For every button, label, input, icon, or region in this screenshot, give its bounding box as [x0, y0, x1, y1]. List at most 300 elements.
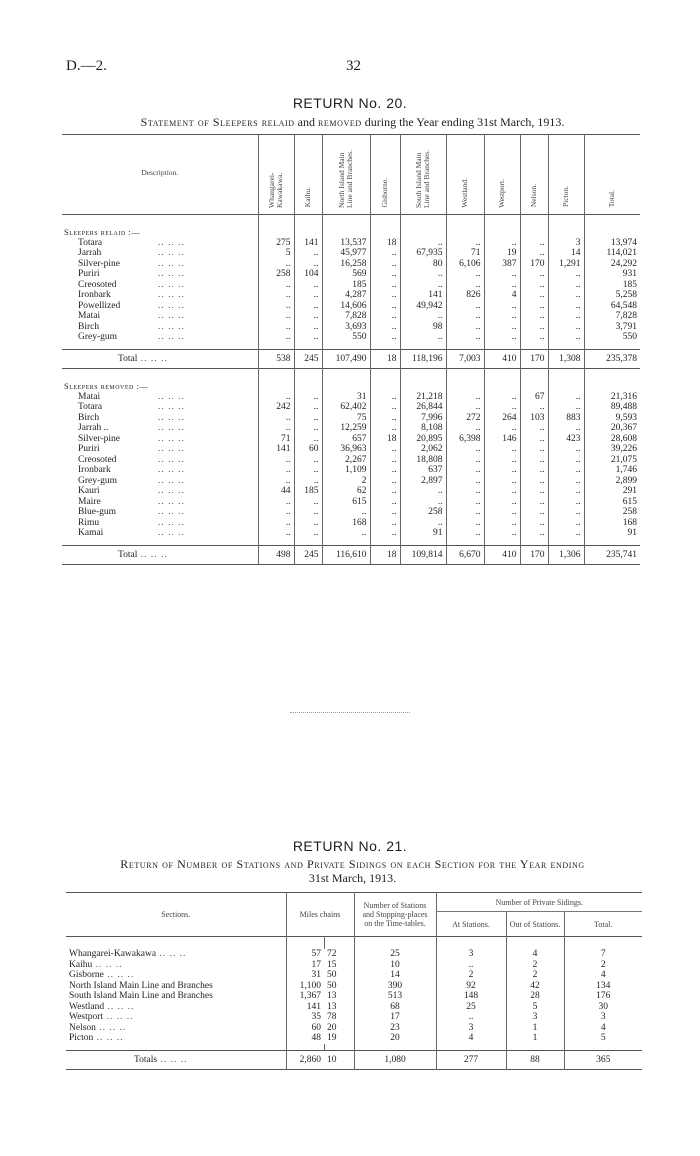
value-cell: ..	[446, 465, 484, 476]
value-cell: ..	[258, 392, 294, 403]
empty-cell	[322, 369, 370, 392]
table-row	[66, 1033, 642, 1044]
total-cell: 245	[294, 545, 322, 565]
empty-cell	[400, 215, 446, 238]
table-row	[62, 507, 640, 518]
empty-cell	[370, 215, 400, 238]
item-label: Puriri	[78, 444, 100, 454]
item-label: Kauri	[78, 486, 100, 496]
value-cell: ..	[294, 518, 322, 529]
value-cell: 185	[294, 486, 322, 497]
value-cell: ..	[446, 402, 484, 413]
column-header: Total.	[564, 912, 642, 937]
value-cell: 30	[564, 1002, 642, 1013]
value-cell: ..	[400, 486, 446, 497]
item-label: Jarrah ..	[78, 423, 109, 433]
value-cell: 48	[286, 1033, 324, 1044]
value-cell: ..	[446, 444, 484, 455]
value-cell: ..	[370, 413, 400, 424]
section-heading-row	[62, 369, 640, 392]
value-cell: 2	[436, 970, 506, 981]
row-label	[62, 238, 258, 249]
empty-cell	[324, 937, 354, 950]
value-cell: 57	[286, 949, 324, 960]
value-cell: 28	[506, 991, 564, 1002]
row-label	[62, 248, 258, 259]
column-header: Number of Stations and Stopping-places on the Time-tables.	[354, 893, 436, 937]
column-header	[446, 135, 484, 215]
leader-dots: .. .. ..	[158, 423, 185, 433]
leader-dots: .. .. ..	[158, 321, 185, 332]
value-cell: 3	[506, 1012, 564, 1023]
column-header-label: North Island Main Line and Branches.	[337, 149, 354, 208]
row-label	[62, 476, 258, 487]
empty-cell	[400, 369, 446, 392]
empty-cell	[66, 937, 286, 950]
value-cell: 50	[327, 980, 337, 991]
value-cell: ..	[548, 476, 584, 487]
value-cell: 5	[258, 248, 294, 259]
row-label	[62, 528, 258, 539]
value-cell: ..	[520, 423, 548, 434]
value-cell: 5,258	[584, 290, 640, 301]
item-label: Grey-gum	[78, 475, 118, 486]
row-label	[62, 423, 258, 434]
row-label	[62, 465, 258, 476]
total-cell: 18	[370, 349, 400, 369]
subtitle-part: Statement of Sleepers relaid	[140, 115, 295, 129]
total-cell: 109,814	[400, 545, 446, 565]
value-cell: ..	[484, 455, 520, 466]
empty-cell	[446, 369, 484, 392]
item-label: Grey-gum	[78, 332, 118, 342]
total-cell: 365	[564, 1050, 642, 1070]
value-cell: ..	[294, 290, 322, 301]
total-label: Totals	[134, 1054, 158, 1065]
value-cell: ..	[520, 248, 548, 259]
value-cell: ..	[446, 280, 484, 291]
empty-cell	[446, 215, 484, 238]
table-row	[62, 413, 640, 424]
value-cell: ..	[370, 444, 400, 455]
value-cell: ..	[446, 311, 484, 322]
value-cell: 72	[327, 949, 337, 959]
value-cell: ..	[436, 1012, 506, 1023]
value-cell: 10	[354, 960, 436, 971]
value-cell: 657	[322, 434, 370, 445]
value-cell: ..	[258, 322, 294, 333]
table-row	[66, 981, 642, 992]
value-cell: 14,606	[322, 301, 370, 312]
value-cell: 31	[286, 970, 324, 981]
section-label: Kaihu	[69, 959, 93, 970]
leader-dots: .. .. ..	[158, 391, 185, 402]
value-cell: 92	[436, 981, 506, 992]
value-cell: ..	[548, 290, 584, 301]
item-label: Puriri	[78, 269, 100, 279]
item-label: Powellized	[78, 300, 121, 311]
value-cell: ..	[520, 238, 548, 249]
value-cell: 4	[564, 1023, 642, 1034]
value-cell: 12,259	[322, 423, 370, 434]
leader-dots: .. .. ..	[93, 1033, 124, 1043]
value-cell: ..	[446, 476, 484, 487]
section-label: Nelson	[69, 1022, 96, 1033]
value-cell: 2	[564, 960, 642, 971]
value-cell: 67,935	[400, 248, 446, 259]
column-header	[520, 135, 548, 215]
value-cell: 39,226	[584, 444, 640, 455]
value-cell: 5	[506, 1002, 564, 1013]
value-cell: 4,287	[322, 290, 370, 301]
value-cell: ..	[484, 238, 520, 249]
table-row	[62, 301, 640, 312]
value-cell: 9,593	[584, 413, 640, 424]
value-cell: ..	[400, 332, 446, 343]
value-cell: ..	[294, 413, 322, 424]
total-row	[62, 545, 640, 565]
value-cell: 258	[584, 507, 640, 518]
value-cell: ..	[446, 528, 484, 539]
value-cell: 4	[436, 1033, 506, 1044]
value-cell: 1	[506, 1033, 564, 1044]
value-cell: ..	[258, 280, 294, 291]
value-cell: 26,844	[400, 402, 446, 413]
leader-dots: .. .. ..	[104, 1001, 135, 1012]
value-cell: ..	[484, 423, 520, 434]
table-row	[62, 392, 640, 403]
value-cell: ..	[484, 507, 520, 518]
empty-cell	[484, 215, 520, 238]
total-cell: 170	[520, 349, 548, 369]
table-row	[62, 322, 640, 333]
value-cell: ..	[484, 269, 520, 280]
value-cell: ..	[484, 465, 520, 476]
table-row	[62, 332, 640, 343]
total-cell: 498	[258, 545, 294, 565]
value-cell: ..	[294, 280, 322, 291]
row-label	[62, 455, 258, 466]
item-label: Totara	[78, 237, 103, 248]
item-label: Maire	[78, 496, 101, 507]
value-cell: 62	[322, 486, 370, 497]
value-cell: ..	[446, 497, 484, 508]
table-row	[62, 402, 640, 413]
value-cell: ..	[520, 322, 548, 333]
value-cell: ..	[258, 413, 294, 424]
column-header	[484, 135, 520, 215]
value-cell: 2	[506, 960, 564, 971]
table-row	[66, 991, 642, 1002]
section-label: Gisborne	[69, 970, 104, 980]
value-cell: 931	[584, 269, 640, 280]
leader-dots: .. .. ..	[95, 1022, 127, 1033]
value-cell: 6,398	[446, 434, 484, 445]
column-header	[294, 135, 322, 215]
value-cell: 258	[400, 507, 446, 518]
section-name	[66, 949, 286, 960]
value-cell: ..	[484, 497, 520, 508]
value-cell: ..	[446, 518, 484, 529]
value-cell: 21,316	[584, 392, 640, 403]
value-cell: 1,109	[322, 465, 370, 476]
value-cell: ..	[520, 444, 548, 455]
value-cell: ..	[294, 392, 322, 403]
leader-dots: .. .. ..	[158, 269, 185, 279]
leader-dots: .. .. ..	[137, 549, 168, 560]
column-header-label: South Island Main Line and Branches.	[414, 149, 431, 208]
total-cell: 1,080	[354, 1050, 436, 1070]
section-name	[66, 970, 286, 981]
empty-cell	[548, 369, 584, 392]
section-name	[66, 1012, 286, 1023]
value-cell: 24,292	[584, 259, 640, 270]
value-cell: 68	[354, 1002, 436, 1013]
value-cell: 550	[322, 332, 370, 343]
column-header: Out of Stations.	[506, 912, 564, 937]
total-cell: 410	[484, 349, 520, 369]
value-cell: 242	[258, 402, 294, 413]
item-label: Kamai	[78, 528, 104, 538]
value-cell: ..	[258, 423, 294, 434]
value-cell: 16,258	[322, 259, 370, 270]
value-cell: ..	[484, 392, 520, 403]
value-cell: 19	[484, 248, 520, 259]
value-cell: ..	[548, 486, 584, 497]
value-cell: 1,367	[286, 991, 324, 1002]
value-cell: 2,897	[400, 476, 446, 487]
value-cell: ..	[294, 332, 322, 343]
leader-dots: .. .. ..	[158, 332, 185, 342]
value-cell: 550	[584, 332, 640, 343]
value-cell: 826	[446, 290, 484, 301]
total-cell: 118,196	[400, 349, 446, 369]
value-cell: ..	[258, 497, 294, 508]
section-name	[66, 1033, 286, 1044]
empty-cell	[506, 937, 564, 950]
value-cell: ..	[548, 269, 584, 280]
value-cell: 4	[484, 290, 520, 301]
value-cell: 1,100	[286, 981, 324, 992]
value-cell: 62,402	[322, 402, 370, 413]
total-cell: 410	[484, 545, 520, 565]
value-cell: ..	[294, 259, 322, 270]
value-cell: ..	[258, 465, 294, 476]
value-cell: 36,963	[322, 444, 370, 455]
value-cell: ..	[548, 518, 584, 529]
empty-cell	[322, 215, 370, 238]
row-label	[62, 402, 258, 413]
item-label: Birch	[78, 321, 100, 332]
value-cell: ..	[548, 332, 584, 343]
value-cell: 2,062	[400, 444, 446, 455]
value-cell: ..	[484, 332, 520, 343]
value-cell: ..	[520, 455, 548, 466]
section-name	[66, 981, 286, 992]
table-row	[66, 1012, 642, 1023]
row-label	[62, 301, 258, 312]
value-cell: ..	[520, 280, 548, 291]
value-cell: ..	[520, 518, 548, 529]
value-cell: ..	[322, 528, 370, 539]
table-row	[62, 280, 640, 291]
table-row	[62, 311, 640, 322]
value-cell: ..	[548, 444, 584, 455]
value-cell: ..	[520, 301, 548, 312]
value-cell: ..	[370, 518, 400, 529]
table-row	[62, 248, 640, 259]
value-cell: 89,488	[584, 402, 640, 413]
item-label: Jarrah	[78, 248, 102, 258]
value-cell: ..	[370, 528, 400, 539]
table-row	[62, 528, 640, 539]
total-row	[62, 349, 640, 369]
total-cell: 277	[436, 1050, 506, 1070]
value-cell: 14	[354, 970, 436, 981]
row-label	[62, 322, 258, 333]
value-cell: ..	[294, 322, 322, 333]
row-label	[62, 545, 258, 565]
column-header-label: Nelson.	[529, 184, 538, 208]
value-cell: 275	[258, 238, 294, 249]
value-cell: ..	[370, 311, 400, 322]
value-cell: ..	[370, 423, 400, 434]
value-cell: 272	[446, 413, 484, 424]
value-cell: ..	[370, 269, 400, 280]
return-21-subtitle-line1: Return of Number of Stations and Private Sidings on each Section for the Year ending	[120, 857, 585, 871]
value-cell: 2	[506, 970, 564, 981]
value-cell: ..	[520, 507, 548, 518]
value-cell: 3	[564, 1012, 642, 1023]
value-cell: 80	[400, 259, 446, 270]
value-cell: 19	[327, 1033, 337, 1043]
value-cell: ..	[294, 507, 322, 518]
value-cell: 1,291	[548, 259, 584, 270]
value-cell: ..	[484, 402, 520, 413]
value-cell: ..	[520, 465, 548, 476]
value-cell: ..	[294, 423, 322, 434]
value-cell: 615	[322, 497, 370, 508]
value-cell: ..	[436, 960, 506, 971]
value-cell: ..	[548, 455, 584, 466]
value-cell: 28,608	[584, 434, 640, 445]
return-20-table-wrap	[62, 134, 640, 565]
empty-cell	[286, 937, 324, 950]
value-cell: 148	[436, 991, 506, 1002]
header-row	[62, 135, 640, 215]
leader-dots: .. .. ..	[103, 970, 135, 980]
value-cell: ..	[484, 486, 520, 497]
value-cell: ..	[520, 402, 548, 413]
leader-dots: .. .. ..	[158, 517, 185, 528]
leader-dots: .. .. ..	[158, 433, 185, 444]
value-cell: 168	[584, 518, 640, 529]
total-cell: 7,003	[446, 349, 484, 369]
value-cell: 134	[564, 981, 642, 992]
section-label: South Island Main Line and Branches	[69, 991, 213, 1001]
leader-dots: .. .. ..	[158, 300, 185, 311]
value-cell: ..	[446, 455, 484, 466]
item-label: Blue-gum	[78, 507, 116, 517]
empty-cell	[520, 215, 548, 238]
value-cell: 23	[354, 1023, 436, 1034]
value-cell: ..	[446, 301, 484, 312]
row-label	[62, 349, 258, 369]
table-row	[62, 259, 640, 270]
total-cell: 1,308	[548, 349, 584, 369]
row-label	[62, 290, 258, 301]
value-cell: 264	[484, 413, 520, 424]
leader-dots: .. .. ..	[157, 1054, 188, 1065]
value-cell: 17	[286, 960, 324, 971]
leader-dots: .. .. ..	[158, 279, 185, 290]
row-label	[62, 413, 258, 424]
leader-dots: .. .. ..	[158, 290, 185, 300]
value-cell: ..	[258, 476, 294, 487]
value-cell: ..	[370, 301, 400, 312]
value-cell: ..	[294, 528, 322, 539]
page-number: 32	[346, 58, 361, 74]
total-cell: 88	[506, 1050, 564, 1070]
value-cell: ..	[548, 497, 584, 508]
value-cell: ..	[520, 486, 548, 497]
column-header-label: Westport.	[497, 178, 506, 208]
value-cell: ..	[548, 402, 584, 413]
value-cell: ..	[258, 507, 294, 518]
row-label	[62, 497, 258, 508]
value-cell: ..	[548, 322, 584, 333]
value-cell: 25	[354, 949, 436, 960]
empty-cell	[584, 369, 640, 392]
value-cell: 13	[327, 991, 337, 1001]
table-row	[62, 518, 640, 529]
value-cell: 390	[354, 981, 436, 992]
value-cell: 25	[436, 1002, 506, 1013]
section-label: Picton	[69, 1033, 94, 1043]
header-row	[66, 893, 642, 912]
value-cell: ..	[258, 311, 294, 322]
table-row	[66, 960, 642, 971]
table-row	[62, 290, 640, 301]
value-cell: 91	[400, 528, 446, 539]
value-cell: 168	[322, 518, 370, 529]
value-cell: 6,106	[446, 259, 484, 270]
empty-cell	[258, 215, 294, 238]
item-label: Birch	[78, 412, 100, 423]
value-cell: 13	[327, 1001, 337, 1012]
column-header	[258, 135, 294, 215]
value-cell: ..	[520, 290, 548, 301]
leader-dots: .. .. ..	[158, 486, 185, 496]
empty-cell	[370, 369, 400, 392]
total-label: Total	[118, 353, 138, 364]
value-cell: 75	[322, 413, 370, 424]
value-cell: 423	[548, 434, 584, 445]
value-cell: ..	[520, 311, 548, 322]
total-cell: 235,741	[584, 545, 640, 565]
column-header-label: Gisborne.	[380, 178, 389, 208]
empty-cell	[294, 369, 322, 392]
value-cell: ..	[294, 248, 322, 259]
table-row	[66, 970, 642, 981]
section-label: North Island Main Line and Branches	[69, 980, 213, 991]
row-label	[62, 311, 258, 322]
column-header: At Stations.	[436, 912, 506, 937]
value-cell: 8,108	[400, 423, 446, 434]
return-20-table	[62, 134, 640, 565]
value-cell: 42	[506, 981, 564, 992]
empty-cell	[294, 215, 322, 238]
